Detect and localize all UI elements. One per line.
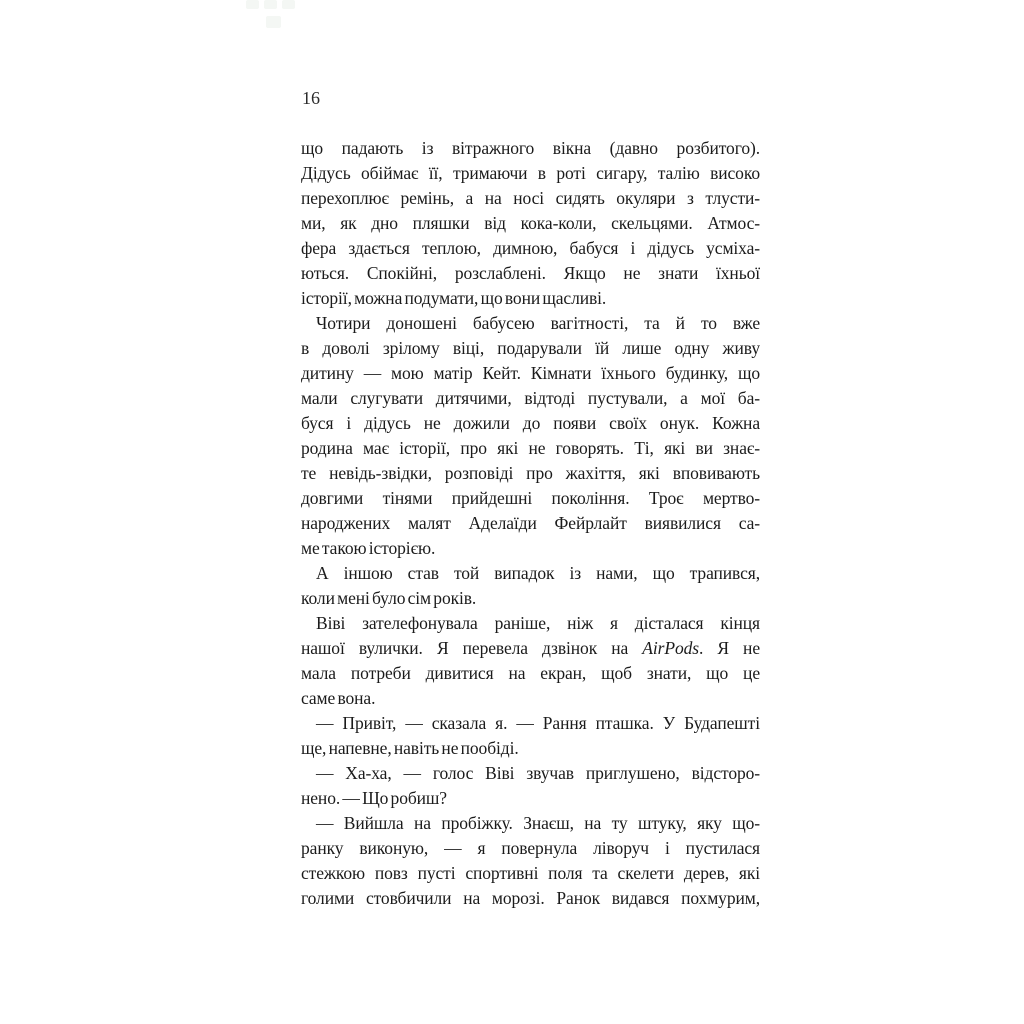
text-line bbox=[301, 636, 760, 661]
text-line: що падають із вітражного вікна (давно розбитого). bbox=[301, 138, 760, 158]
text-line: ми, як дно пляшки від кока-коли, скельцями. Атмос- bbox=[301, 213, 760, 233]
paragraph bbox=[301, 761, 760, 811]
text-line: Дідусь обіймає її, тримаючи в роті сигару, талію високо bbox=[301, 163, 760, 183]
faint-mark bbox=[266, 16, 281, 28]
text-line: — Ха-ха, — голос Віві звучав приглушено, відсторо- bbox=[316, 763, 760, 783]
paragraph bbox=[301, 561, 760, 611]
page-number: 16 bbox=[302, 88, 320, 108]
text-line: буся і дідусь не дожили до появи своїх онук. Кожна bbox=[301, 413, 760, 433]
text-line: ються. Спокійні, розслаблені. Якщо не знати їхньої bbox=[301, 263, 760, 283]
text-line: Віві зателефонувала раніше, ніж я дісталася кінця bbox=[316, 613, 760, 633]
text-line: — Привіт, — сказала я. — Рання пташка. У Будапешті bbox=[316, 713, 760, 733]
italic-text: AirPods bbox=[642, 638, 699, 658]
text-block bbox=[301, 136, 760, 911]
faint-mark bbox=[264, 0, 277, 9]
text-line: коли мені було сім років. bbox=[301, 588, 477, 608]
text-segment: нашої вулички. Я перевела дзвінок на bbox=[301, 638, 643, 658]
paragraph bbox=[301, 711, 760, 761]
text-line: довгими тінями прийдешні покоління. Троє мертво- bbox=[301, 488, 760, 508]
text-segment: . Я не bbox=[698, 638, 760, 658]
text-line: перехоплює ремінь, а на носі сидять окуляри з тлусти- bbox=[301, 188, 760, 208]
text-line: народжених малят Аделаїди Фейрлайт виявилися са- bbox=[301, 513, 760, 533]
text-line: дитину — мою матір Кейт. Кімнати їхнього будинку, що bbox=[301, 363, 760, 383]
text-line: ме такою історією. bbox=[301, 538, 436, 558]
text-line: стежкою повз пусті спортивні поля та скелети дерев, які bbox=[301, 863, 760, 883]
text-line: родина має історії, про які не говорять. Ті, які ви знає- bbox=[301, 438, 760, 458]
text-line: — Вийшла на пробіжку. Знаєш, на ту штуку, яку що- bbox=[316, 813, 760, 833]
text-line: нено. — Що робиш? bbox=[301, 788, 447, 808]
text-line: саме вона. bbox=[301, 688, 376, 708]
faint-mark bbox=[282, 0, 295, 9]
text-line: ранку виконую, — я повернула ліворуч і пустилася bbox=[301, 838, 760, 858]
text-line: Чотири доношені бабусею вагітності, та й то вже bbox=[316, 313, 760, 333]
text-line: ще, напевне, навіть не пообіді. bbox=[301, 738, 519, 758]
text-line: мала потреби дивитися на екран, щоб знати, що це bbox=[301, 663, 760, 683]
paragraph bbox=[301, 811, 760, 911]
text-line: А іншою став той випадок із нами, що трапився, bbox=[316, 563, 760, 583]
text-line: в доволі зрілому віці, подарували їй лише одну живу bbox=[301, 338, 760, 358]
text-line: голими стовбичили на морозі. Ранок видався похмурим, bbox=[301, 888, 760, 908]
text-line: фера здається теплою, димною, бабуся і дідусь усміха- bbox=[301, 238, 760, 258]
paragraph bbox=[301, 311, 760, 561]
text-line: історії, можна подумати, що вони щасливі. bbox=[301, 288, 607, 308]
text-line: те невідь-звідки, розповіді про жахіття, які вповивають bbox=[301, 463, 760, 483]
text-line: мали слугувати дитячими, відтоді пустували, а мої ба- bbox=[301, 388, 760, 408]
paragraph bbox=[301, 136, 760, 311]
paragraph bbox=[301, 611, 760, 711]
faint-mark bbox=[246, 0, 259, 9]
